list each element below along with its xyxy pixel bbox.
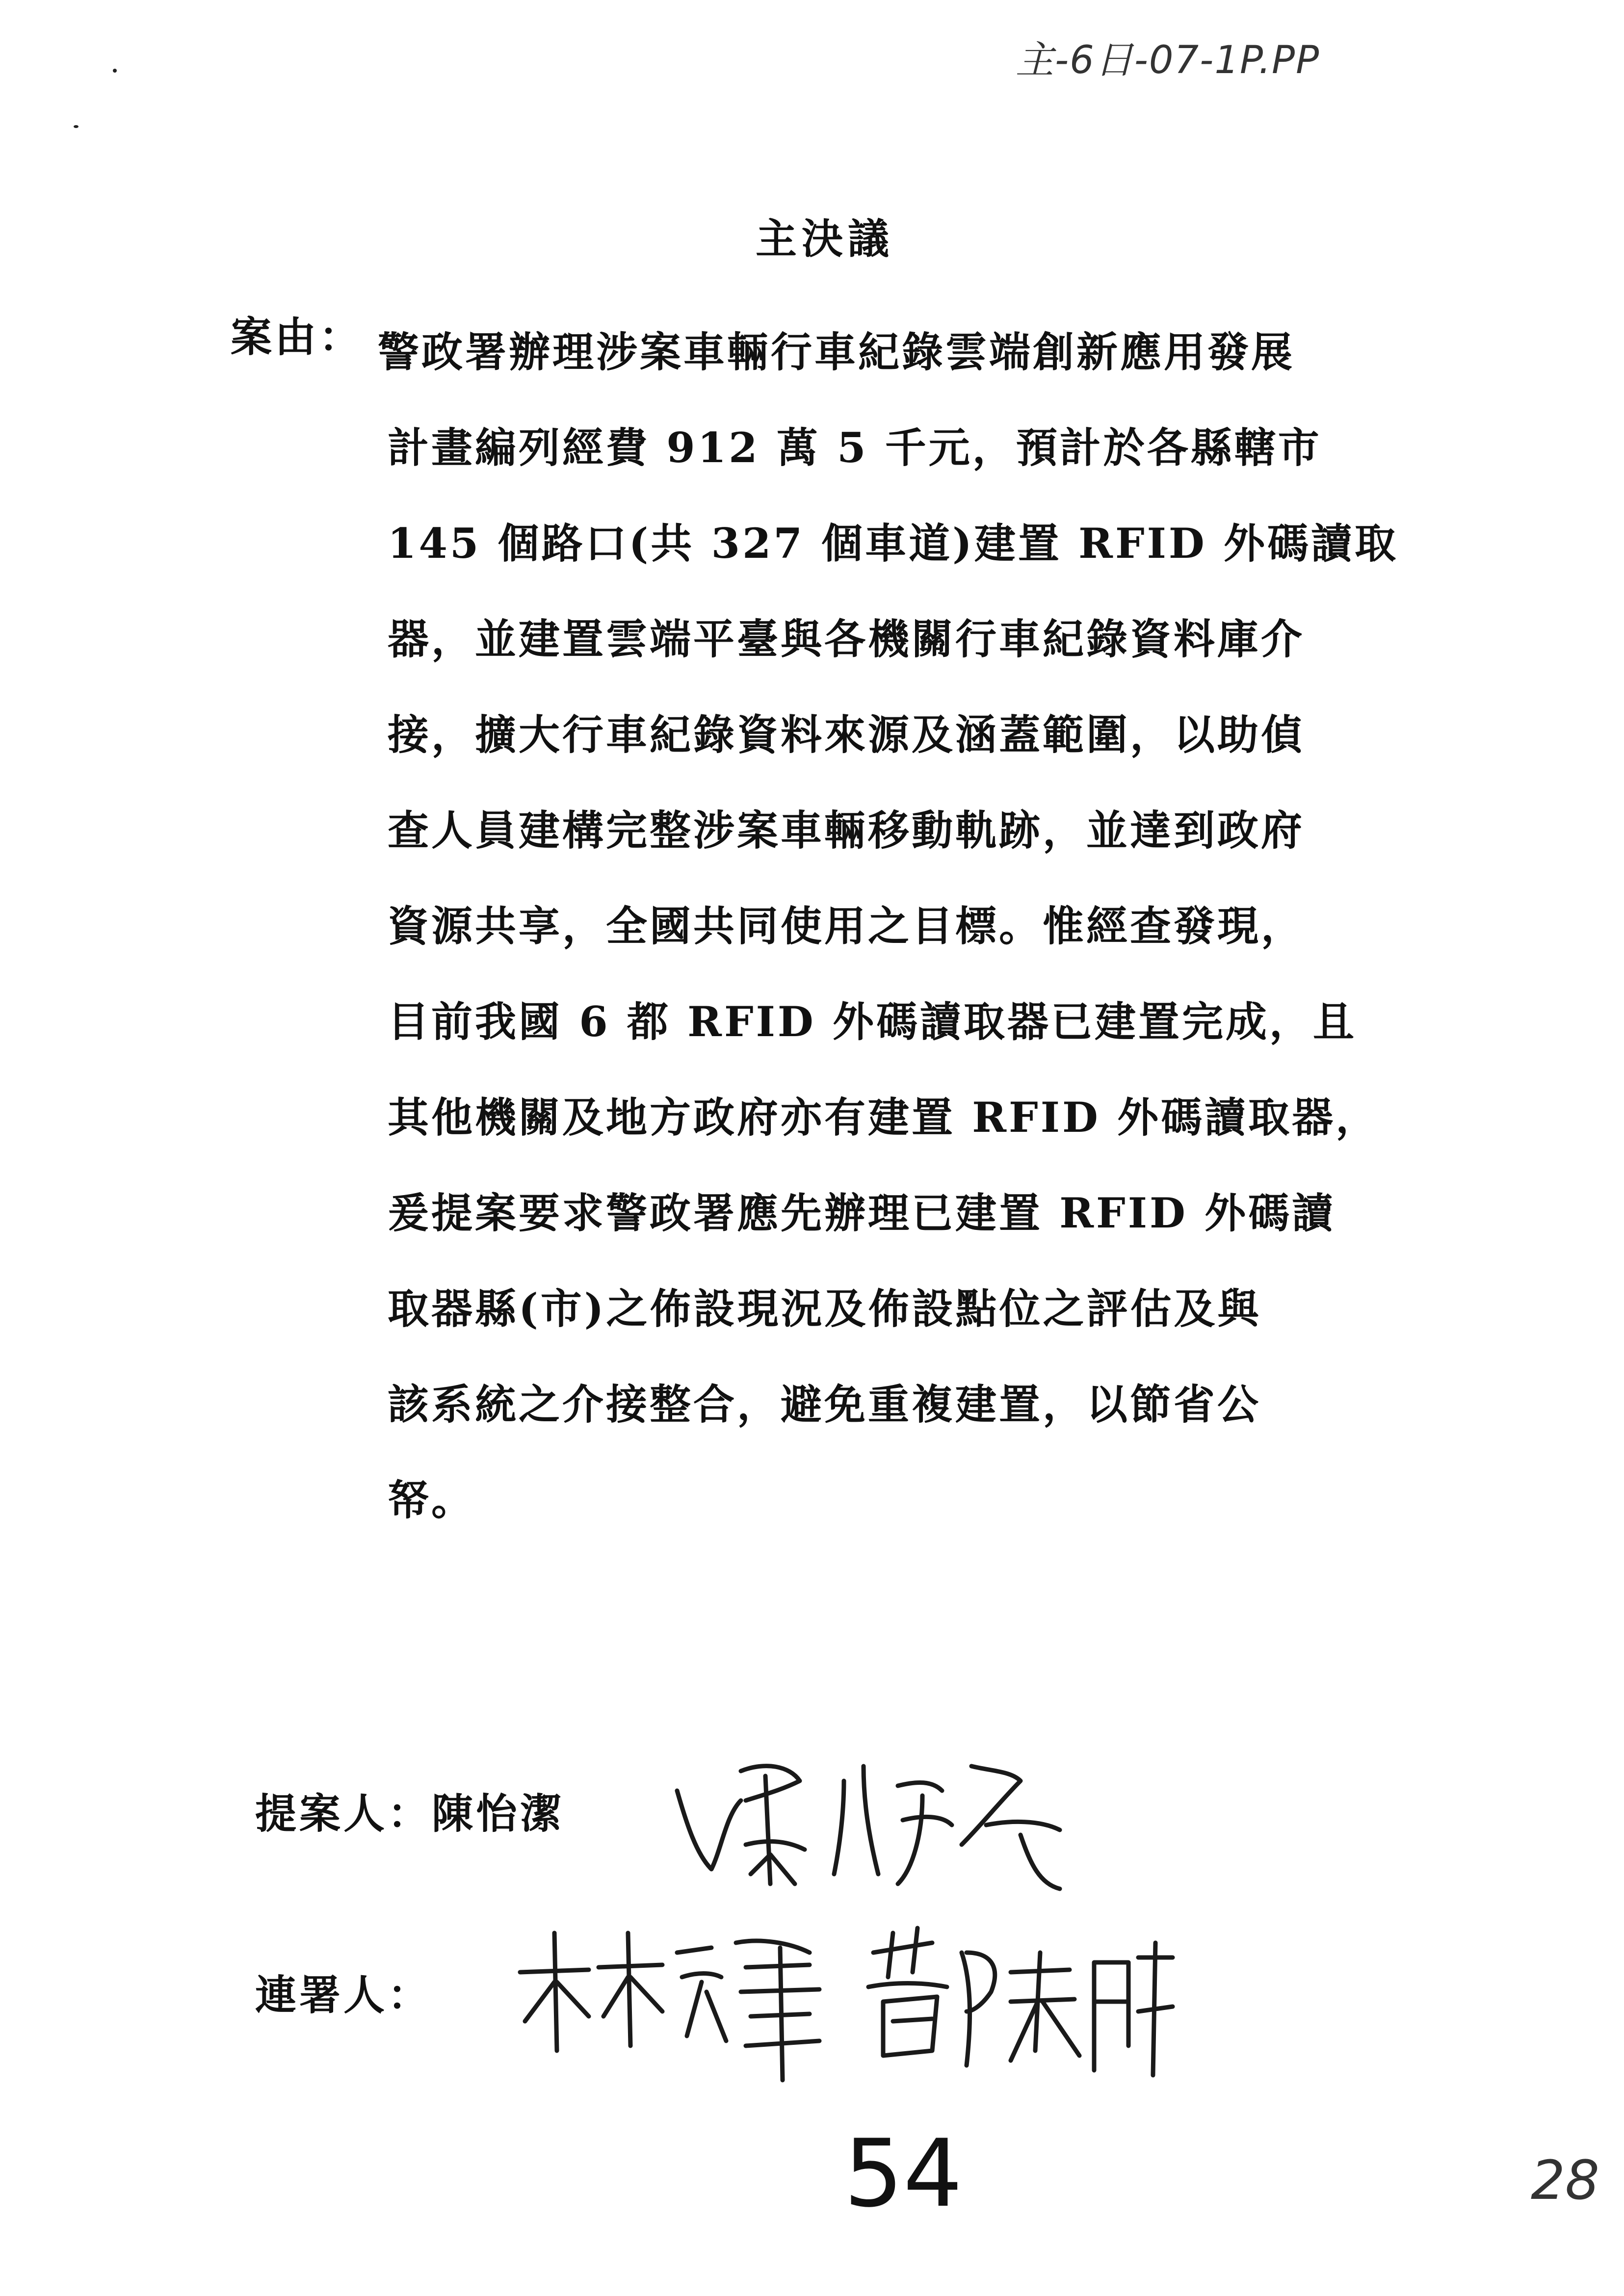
- case-text-line: 145 個路口(共 327 個車道)建置 RFID 外碼讀取: [388, 519, 1398, 568]
- document-title: 主決議: [756, 214, 894, 263]
- case-text-line: 帑。: [388, 1476, 475, 1524]
- case-text-line: 取器縣(市)之佈設現況及佈設點位之評估及與: [388, 1284, 1261, 1333]
- case-text-line: 計畫編列經費 912 萬 5 千元，預計於各縣轄市: [388, 423, 1322, 472]
- case-text-line: 該系統之介接整合，避免重複建置，以節省公: [388, 1380, 1261, 1429]
- cosigner-label: 連署人：: [255, 1971, 432, 2019]
- proposer-name: 陳怡潔: [432, 1789, 565, 1838]
- case-label: 案由：: [231, 313, 364, 361]
- case-text-line: 目前我國 6 都 RFID 外碼讀取器已建置完成，且: [388, 997, 1357, 1046]
- page-number: 54: [844, 2119, 963, 2228]
- handwritten-document-code: 主-6日-07-1P.PP: [1016, 38, 1320, 82]
- corner-page-mark: 28: [1531, 2149, 1599, 2212]
- case-text-line: 爰提案要求警政署應先辦理已建置 RFID 外碼讀: [388, 1189, 1336, 1237]
- case-text-line: 資源共享，全國共同使用之目標。惟經查發現，: [388, 902, 1305, 950]
- case-text-line: 其他機關及地方政府亦有建置 RFID 外碼讀取器，: [388, 1093, 1380, 1142]
- cosigner-signature-2: [864, 1923, 1178, 2085]
- proposer-signature: [667, 1727, 1109, 1904]
- scan-speck: [74, 125, 79, 128]
- cosigner-signature-1: [515, 1923, 839, 2085]
- case-text-line: 查人員建構完整涉案車輛移動軌跡，並達到政府: [388, 806, 1305, 855]
- case-text-line: 接，擴大行車紀錄資料來源及涵蓋範圍，以助偵: [388, 710, 1305, 759]
- scan-speck: [113, 69, 117, 73]
- cosigner-row: [255, 1962, 432, 2022]
- proposer-label: 提案人：: [255, 1789, 432, 1838]
- proposer-row: [255, 1781, 564, 1840]
- case-text-line: 器，並建置雲端平臺與各機關行車紀錄資料庫介: [388, 615, 1305, 663]
- case-text-line: 警政署辦理涉案車輛行車紀錄雲端創新應用發展: [378, 328, 1295, 376]
- case-body: [378, 304, 1418, 1548]
